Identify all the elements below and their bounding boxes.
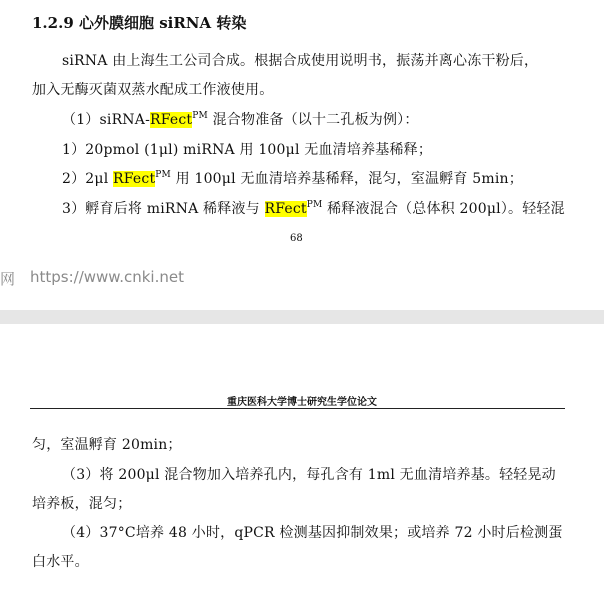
text-run: 2）2μl	[62, 171, 114, 187]
superscript: PM	[155, 170, 171, 180]
paragraph-line: 加入无酶灭菌双蒸水配成工作液使用。	[32, 82, 274, 98]
superscript: PM	[192, 111, 208, 121]
text-run: （1）siRNA-	[62, 112, 151, 128]
step-3-line: （3）将 200μl 混合物加入培养孔内，每孔含有 1ml 无血清培养基。轻轻晃动	[62, 467, 556, 483]
section-heading: 1.2.9 心外膜细胞 siRNA 转染	[32, 14, 247, 32]
step-1-title	[62, 109, 419, 129]
highlighted-term: RFect	[150, 112, 193, 128]
text-run: 用 100μl 无血清培养基稀释，混匀，室温孵育 5min；	[170, 171, 523, 187]
watermark-url: https://www.cnki.net	[30, 268, 184, 286]
header-rule	[30, 408, 565, 409]
text-run: 稀释液混合（总体积 200μl）。轻轻混	[322, 201, 565, 217]
highlighted-term: RFect	[264, 201, 307, 217]
text-run: 混合物准备（以十二孔板为例）：	[207, 112, 419, 128]
step-4-line: 白水平。	[32, 554, 89, 570]
step-1-2	[62, 168, 523, 188]
watermark-glyph: 网	[0, 270, 16, 288]
superscript: PM	[306, 200, 323, 210]
page-separator	[0, 310, 604, 324]
highlighted-term: RFect	[113, 171, 156, 187]
step-1-3	[62, 198, 565, 218]
page-69	[0, 324, 604, 590]
text-run: 3）孵育后将 miRNA 稀释液与	[62, 201, 265, 217]
step-3-line: 培养板，混匀；	[32, 496, 132, 512]
running-header: 重庆医科大学博士研究生学位论文	[227, 397, 377, 408]
paragraph-line: siRNA 由上海生工公司合成。根据合成使用说明书，振荡并离心冻干粉后，	[62, 53, 539, 69]
continued-line: 匀，室温孵育 20min；	[32, 437, 182, 453]
step-1-1: 1）20pmol (1μl) miRNA 用 100μl 无血清培养基稀释；	[62, 142, 433, 158]
step-4-line: （4）37°C培养 48 小时，qPCR 检测基因抑制效果；或培养 72 小时后检测蛋	[62, 525, 563, 541]
page-number: 68	[290, 233, 303, 244]
